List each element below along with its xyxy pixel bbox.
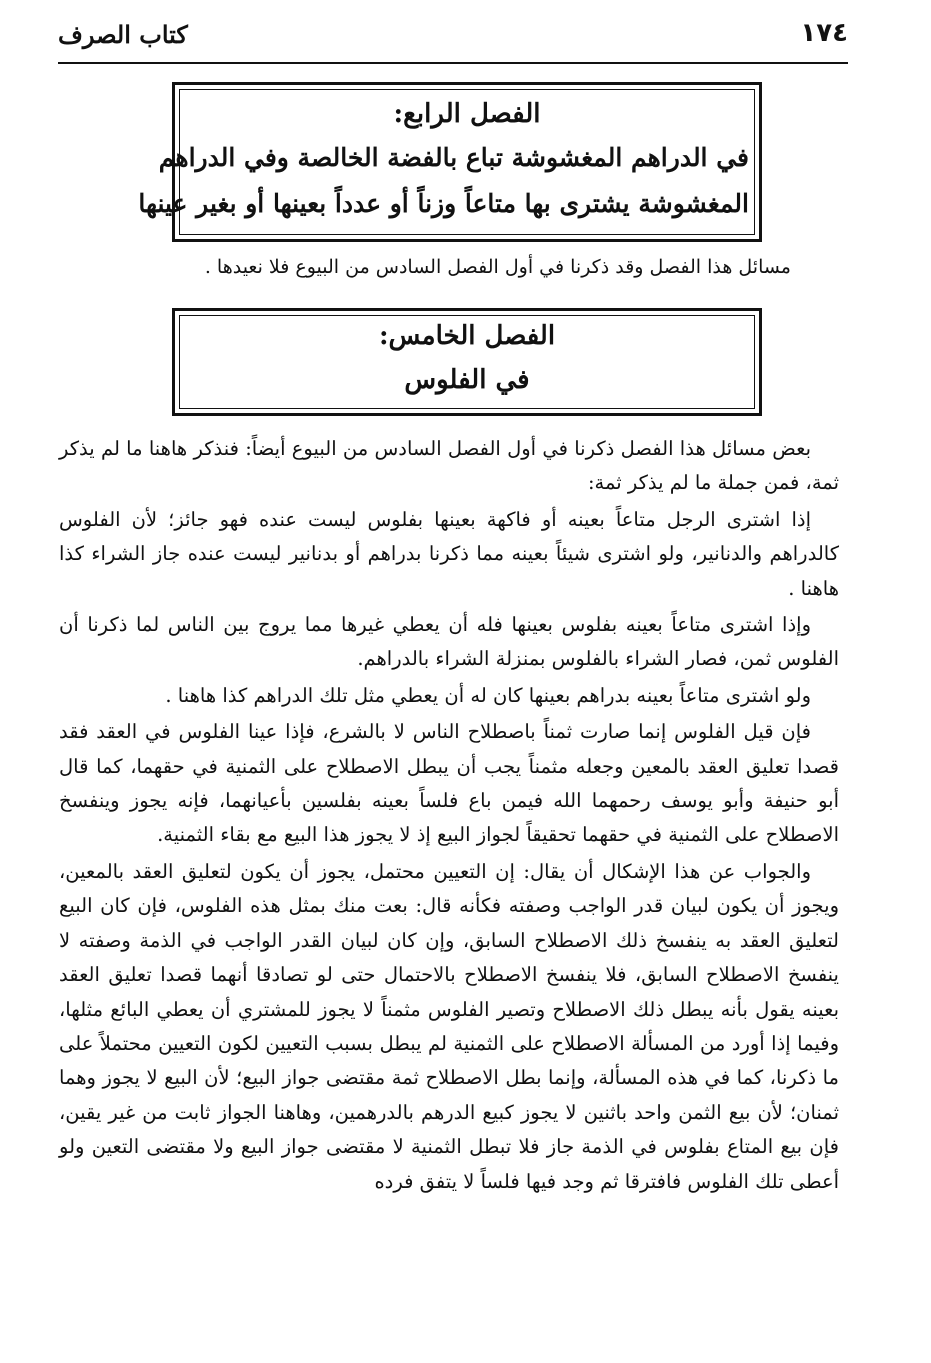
header-rule: [58, 62, 848, 64]
chapter-4-title-line-2: المغشوشة يشترى بها متاعاً وزناً أو عدداً بعينها أو بغير عينها: [138, 189, 749, 218]
chapter-4-note: مسائل هذا الفصل وقد ذكرنا في أول الفصل السادس من البيوع فلا نعيدها .: [204, 256, 791, 278]
paragraph: بعض مسائل هذا الفصل ذكرنا في أول الفصل السادس من البيوع أيضاً: فنذكر هاهنا ما لم يذكر ثمة، فمن جملة ما لم يذكر ثمة:: [59, 437, 839, 495]
page-header: [58, 14, 848, 64]
chapter-4-frame: [138, 82, 762, 242]
paragraph: إذا اشترى الرجل متاعاً بعينه أو فاكهة بعينها بفلوس ليست عنده فهو جائز؛ لأن الفلوس كالدراهم والدنانير، ولو اشترى شيئاً بعينه مما ذكرنا بدراهم أو بدنانير ليست عنده جاز الشراء كذا هاهنا .: [59, 507, 839, 600]
page-number: ١٧٤: [800, 18, 848, 48]
chapter-5-heading: الفصل الخامس:: [378, 321, 556, 351]
running-title: كتاب الصرف: [58, 20, 188, 49]
chapter-4-title-line-1: في الدراهم المغشوشة تباع بالفضة الخالصة وفي الدراهم: [158, 143, 749, 172]
paragraph: فإن قيل الفلوس إنما صارت ثمناً باصطلاح الناس لا بالشرع، فإذا عينا الفلوس في العقد فقد قصدا تعليق العقد بالمعين وجعله مثمناً يجب أن يبطل الاصطلاح على الثمنية في حقهما، كما قال أبو حنيفة وأبو يوسف رحمهما الله فيمن باع فلساً بعينه بفلسين بأعيانهما، فإنه يجوز وينفسخ الاصطلاح على الثمنية في حقهما تحقيقاً لجواز البيع إذ لا يجوز هذا البيع مع بقاء الثمنية.: [59, 720, 839, 847]
chapter-4-heading: الفصل الرابع:: [393, 99, 541, 129]
chapter-5-body: [59, 432, 839, 1201]
paragraph: ولو اشترى متاعاً بعينه بدراهم بعينها كان له أن يعطي مثل تلك الدراهم كذا هاهنا .: [165, 683, 811, 707]
paragraph: والجواب عن هذا الإشكال أن يقال: إن التعيين محتمل، يجوز أن يكون لتعليق العقد بالمعين، ويجوز أن يكون لبيان قدر الواجب وصفته فكأنه قال: بعت منك بمثل هذه الفلوس، فإن كان البيع لتعليق العقد به ينفسخ ذلك الاصطلاح السابق، وإن كان لبيان القدر الواجب في الذمة وصفته لا ينفسخ الاصطلاح السابق، فلا ينفسخ الاصطلاح بالاحتمال حتى لو تصادقا أنهما قصدا تعليق العقد بعينه يقول بأنه يبطل ذلك الاصطلاح وتصير الفلوس مثمناً لا يجوز للمشتري أن يعطي البائع مثلها، وفيما إذا أورد من المسألة الاصطلاح على الثمنية لم يبطل بسبب التعيين لكون التعيين محتملاً على ما ذكرنا، كما في هذه المسألة، وإنما بطل الاصطلاح ثمة مقتضى جواز البيع؛ لأن البيع لا يجوز وهما ثمنان؛ لأن بيع الثمن واحد باثنين لا يجوز كبيع الدرهم بالدرهمين، وهاهنا الجواز ثابت من غير يقين، فإن بيع المتاع بفلوس في الذمة جاز فلا تبطل الثمنية لا مقتضى جواز البيع ولا مقتضى التعين ولو أعطى تلك الفلوس فافترقا ثم وجد فيها فلساً لا يتفق فرده: [59, 859, 839, 1193]
chapter-5-title: في الفلوس: [404, 365, 530, 395]
paragraph: وإذا اشترى متاعاً بعينه بفلوس بعينها فله أن يعطي غيرها مما يروج بين الناس لما ذكرنا أن الفلوس ثمن، فصار الشراء بالفلوس بمنزلة الشراء بالدراهم.: [59, 613, 839, 671]
chapter-5-frame: [172, 308, 762, 416]
